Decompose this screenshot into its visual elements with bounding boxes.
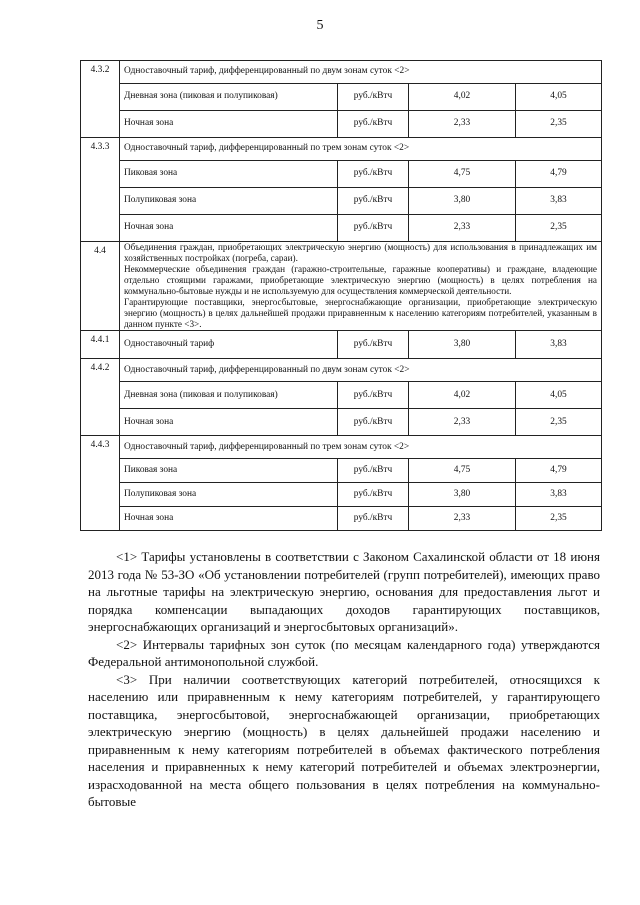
table-row xyxy=(81,111,602,138)
footnotes xyxy=(88,548,600,811)
footnote-3: <3> При наличии соответствующих категорий потребителей, относящихся к населению или приравненным к нему категориям потребителей, у гарантирующего поставщика, энергосбытовой, энергоснабжающей организации, приобретающих электрическую энергию (мощность) в целях дальнейшей продажи населению и приравненным к нему категориям потребителей в объемах фактического потребления населения и приравненных к нему категорий потребителей и объемах электроэнергии, израсходованной на места общего пользования в целях потребления на коммунально-бытовые xyxy=(88,671,600,809)
row-unit: руб./кВтч xyxy=(338,215,409,242)
section-4-4-2-header xyxy=(81,359,602,382)
row-label: Ночная зона xyxy=(120,215,338,242)
row-unit: руб./кВтч xyxy=(338,84,409,111)
footnote-2: <2> Интервалы тарифных зон суток (по месяцам календарного года) утверждаются Федеральной антимонопольной службой. xyxy=(88,636,600,669)
category-description-p2: Некоммерческие объединения граждан (гаражно-строительные, гаражные кооперативы) и граждане, владеющие отдельно стоящими гаражами, приобретающие электрическую энергию (мощность) в целях потребления на коммунально-бытовые нужды и не используемую для осуществления коммерческой деятельности. xyxy=(124,264,597,297)
row-value-2: 4,05 xyxy=(516,84,602,111)
row-value-1: 2,33 xyxy=(409,215,516,242)
category-description-p3: Гарантирующие поставщики, энергосбытовые, энергоснабжающие организации, приобретающие электрическую энергию (мощность) в целях дальнейшей продажи приравненным к населению категориям потребителей, указанным в данном пункте <3>. xyxy=(124,297,597,330)
row-value-2: 3,83 xyxy=(516,483,602,507)
row-value-2: 2,35 xyxy=(516,409,602,436)
row-value-2: 4,79 xyxy=(516,459,602,483)
table-row xyxy=(81,483,602,507)
row-label: Полупиковая зона xyxy=(120,483,338,507)
row-value-1: 2,33 xyxy=(409,111,516,138)
section-4-3-2-header xyxy=(81,61,602,84)
row-value-1: 3,80 xyxy=(409,331,516,359)
section-4-4-1 xyxy=(81,331,602,359)
row-value-2: 3,83 xyxy=(516,331,602,359)
row-label: Ночная зона xyxy=(120,111,338,138)
row-value-1: 2,33 xyxy=(409,507,516,531)
row-value-1: 4,02 xyxy=(409,84,516,111)
row-value-1: 4,02 xyxy=(409,382,516,409)
row-unit: руб./кВтч xyxy=(338,507,409,531)
row-unit: руб./кВтч xyxy=(338,459,409,483)
row-unit: руб./кВтч xyxy=(338,161,409,188)
row-number: 4.3.3 xyxy=(81,138,120,242)
row-value-2: 2,35 xyxy=(516,215,602,242)
row-label: Пиковая зона xyxy=(120,161,338,188)
row-label: Дневная зона (пиковая и полупиковая) xyxy=(120,84,338,111)
row-label: Пиковая зона xyxy=(120,459,338,483)
row-value-2: 2,35 xyxy=(516,111,602,138)
row-number: 4.4.1 xyxy=(81,331,120,359)
row-value-2: 4,79 xyxy=(516,161,602,188)
row-value-1: 3,80 xyxy=(409,483,516,507)
section-4-4 xyxy=(81,242,602,331)
row-unit: руб./кВтч xyxy=(338,331,409,359)
row-value-1: 3,80 xyxy=(409,188,516,215)
category-description-p1: Объединения граждан, приобретающих электрическую энергию (мощность) для использования в принадлежащих им хозяйственных постройках (погреба, сараи). xyxy=(124,242,597,264)
row-value-2: 4,05 xyxy=(516,382,602,409)
row-value-1: 4,75 xyxy=(409,161,516,188)
row-value-2: 3,83 xyxy=(516,188,602,215)
row-label: Одноставочный тариф xyxy=(120,331,338,359)
row-number: 4.3.2 xyxy=(81,61,120,138)
footnote-1: <1> Тарифы установлены в соответствии с Законом Сахалинской области от 18 июня 2013 года № 53-ЗО «Об установлении потребителей (групп потребителей), имеющих право на льготные тарифы на электрическую энергию, основания для предоставления льгот и порядка компенсации выпадающих доходов гарантирующих поставщиков, энергоснабжающих организаций и энергосбытовых организаций». xyxy=(88,549,600,634)
table-row xyxy=(81,84,602,111)
table-row xyxy=(81,188,602,215)
row-value-1: 4,75 xyxy=(409,459,516,483)
row-label: Ночная зона xyxy=(120,409,338,436)
row-label: Полупиковая зона xyxy=(120,188,338,215)
table-row xyxy=(81,382,602,409)
table-row xyxy=(81,459,602,483)
row-unit: руб./кВтч xyxy=(338,409,409,436)
row-number: 4.4.3 xyxy=(81,436,120,531)
row-number: 4.4 xyxy=(81,242,120,331)
row-value-2: 2,35 xyxy=(516,507,602,531)
tariff-table xyxy=(80,60,602,531)
section-title: Одноставочный тариф, дифференцированный по двум зонам суток <2> xyxy=(120,61,602,84)
row-unit: руб./кВтч xyxy=(338,111,409,138)
page-number: 5 xyxy=(316,18,324,33)
row-number: 4.4.2 xyxy=(81,359,120,436)
row-unit: руб./кВтч xyxy=(338,483,409,507)
table-row xyxy=(81,161,602,188)
section-title: Одноставочный тариф, дифференцированный по трем зонам суток <2> xyxy=(120,138,602,161)
section-4-4-3-header xyxy=(81,436,602,459)
table-row xyxy=(81,409,602,436)
table-row xyxy=(81,507,602,531)
row-unit: руб./кВтч xyxy=(338,382,409,409)
row-label: Ночная зона xyxy=(120,507,338,531)
row-label: Дневная зона (пиковая и полупиковая) xyxy=(120,382,338,409)
category-description xyxy=(120,242,602,331)
section-4-3-3-header xyxy=(81,138,602,161)
section-title: Одноставочный тариф, дифференцированный по двум зонам суток <2> xyxy=(120,359,602,382)
table-row xyxy=(81,215,602,242)
row-unit: руб./кВтч xyxy=(338,188,409,215)
row-value-1: 2,33 xyxy=(409,409,516,436)
section-title: Одноставочный тариф, дифференцированный по трем зонам суток <2> xyxy=(120,436,602,459)
